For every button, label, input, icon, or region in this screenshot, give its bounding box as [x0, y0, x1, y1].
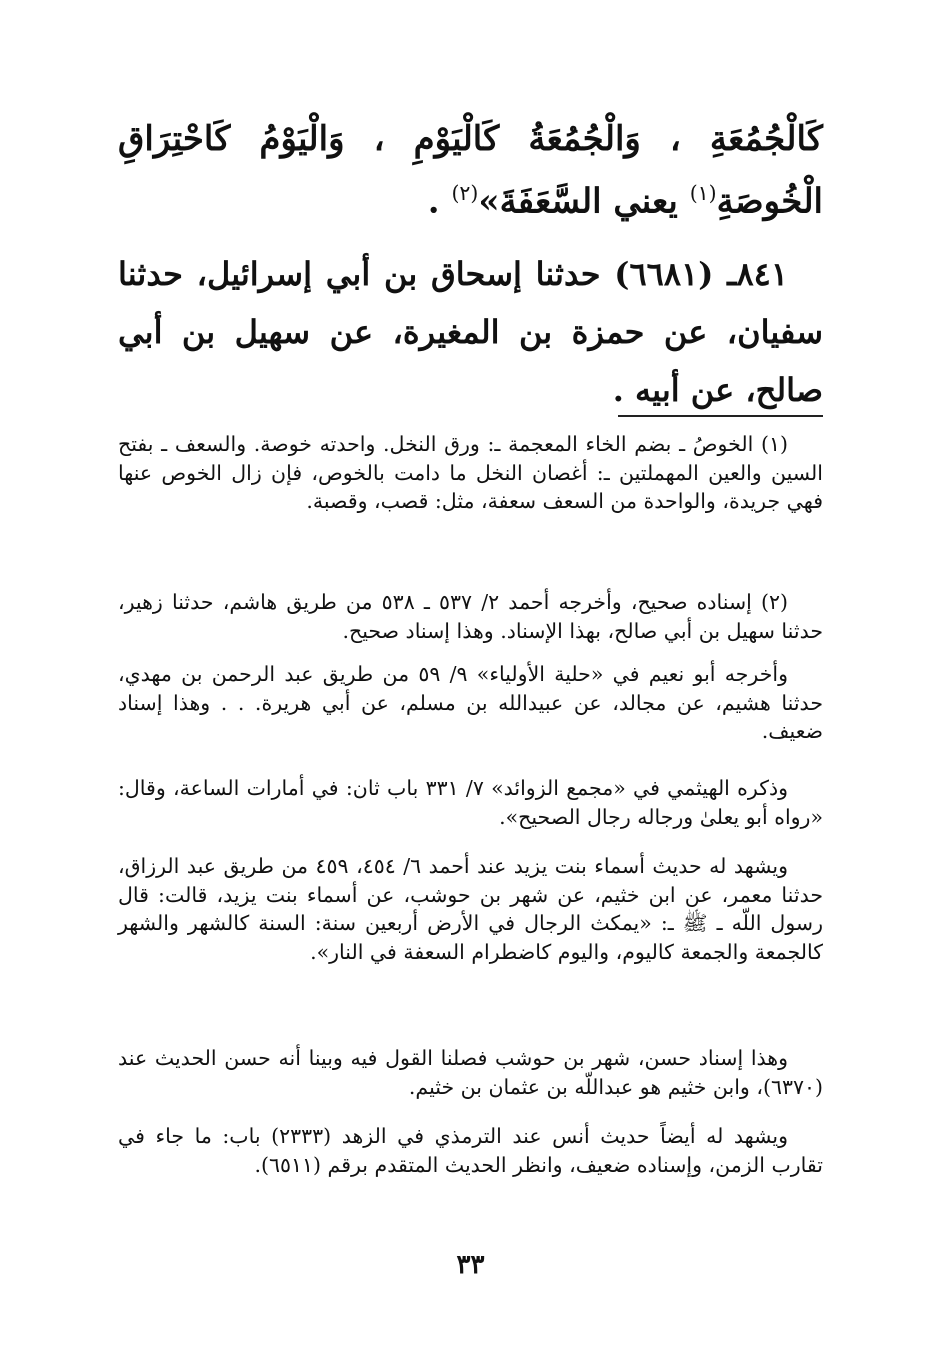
- hadith-text-part: .: [427, 181, 452, 222]
- hadith-text-part: كَالْجُمُعَةِ ، وَالْجُمُعَةُ كَالْيَوْمِ ، وَالْيَوْمُ كَاحْتِرَاقِ الْخُوصَةِ: [118, 119, 823, 222]
- footnote-ref: (٢): [451, 181, 479, 205]
- footnote-1: (١) الخوصُ ـ بضم الخاء المعجمة ـ: ورق النخل. واحدته خوصة. والسعف ـ بفتح السين والعين المهملتين ـ: أغصان النخل ما دامت بالخوص، فإن زال الخوص عنها فهي جريدة، والواحدة من السعف سعفة، مثل: قصب، وقصبة.: [118, 432, 823, 513]
- footnote-paragraph: وهذا إسناد حسن، شهر بن حوشب فصلنا القول فيه وبينا أنه حسن الحديث عند (٦٣٧٠)، وابن خثيم هو عبداللّه بن عثمان بن خثيم.: [118, 1046, 823, 1099]
- hadith-text-continuation: [118, 112, 823, 228]
- footnote-divider: [618, 415, 823, 417]
- footnote-paragraph: ويشهد له أيضاً حديث أنس عند الترمذي في الزهد (٢٣٣٣) باب: ما جاء في تقارب الزمن، وإسناده ضعيف، وانظر الحديث المتقدم برقم (٦٥١١).: [118, 1124, 823, 1177]
- hadith-isnad: ٨٤١ـ (٦٦٨١) حدثنا إسحاق بن أبي إسرائيل، حدثنا سفيان، عن حمزة بن المغيرة، عن سهيل بن أبي صالح، عن أبيه .: [118, 255, 823, 409]
- footnote-2: (٢) إسناده صحيح، وأخرجه أحمد ٢/ ٥٣٧ ـ ٥٣٨ من طريق هاشم، حدثنا زهير، حدثنا سهيل بن أبي صالح، بهذا الإسناد. وهذا إسناد صحيح.: [118, 590, 823, 643]
- hadith-text-part: يعني السَّعَفَةَ»: [478, 181, 690, 222]
- footnote-paragraph: وذكره الهيثمي في «مجمع الزوائد» ٧/ ٣٣١ باب ثان: في أمارات الساعة، وقال: «رواه أبو يعلىٰ ورجاله رجال الصحيح».: [118, 776, 823, 829]
- footnote-paragraph: وأخرجه أبو نعيم في «حلية الأولياء» ٩/ ٥٩ من طريق عبد الرحمن بن مهدي، حدثنا هشيم، عن مجالد، عن عبيدالله بن مسلم، عن أبي هريرة. . . وهذا إسناد ضعيف.: [118, 662, 823, 743]
- page-body: [118, 0, 823, 1372]
- page-number: ٣٣: [456, 1250, 485, 1280]
- footnote-paragraph: ويشهد له حديث أسماء بنت يزيد عند أحمد ٦/ ٤٥٤، ٤٥٩ من طريق عبد الرزاق، حدثنا معمر، عن ابن خثيم، عن شهر بن حوشب، عن أسماء بنت يزيد، قالت: قال رسول اللّه ـ ﷺ ـ: «يمكث الرجال في الأرض أربعين سنة: السنة كالشهر والشهر كالجمعة والجمعة كاليوم، واليوم كاضطرام السعفة في النار».: [118, 854, 823, 964]
- footnote-ref: (١): [689, 181, 717, 205]
